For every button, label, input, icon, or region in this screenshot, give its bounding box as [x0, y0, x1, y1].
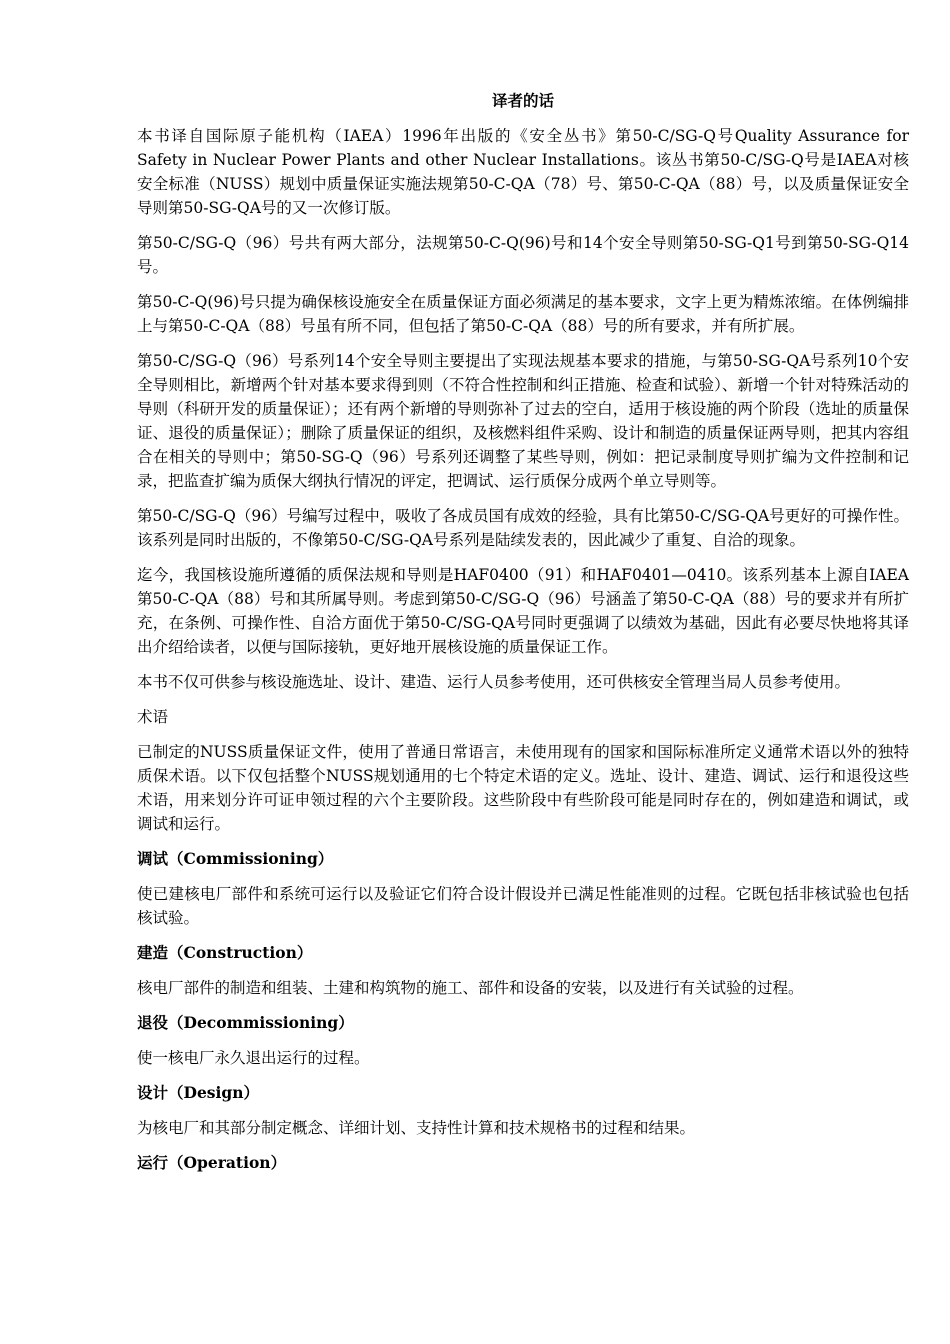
term-definition-commissioning: 使已建核电厂部件和系统可运行以及验证它们符合设计假设并已满足性能准则的过程。它既包括非核试验也包括核试验。 [137, 885, 909, 927]
terms-intro: 已制定的NUSS质量保证文件，使用了普通日常语言，未使用现有的国家和国际标准所定义通常术语以外的独特质保术语。以下仅包括整个NUSS规划通用的七个特定术语的定义。选址、设计、建造、调试、运行和退役这些术语，用来划分许可证申领过程的六个主要阶段。这些阶段中有些阶段可能是同时存在的，例如建造和调试，或调试和运行。 [137, 743, 909, 833]
term-heading-design: 设计（Design） [137, 1083, 260, 1102]
intro-paragraph-5: 第50-C/SG-Q（96）号编写过程中，吸收了各成员国有成效的经验，具有比第50-C/SG-QA号更好的可操作性。该系列是同时出版的，不像第50-C/SG-QA号系列是陆续发表的，因此减少了重复、自洽的现象。 [137, 507, 909, 549]
term-definition-construction: 核电厂部件的制造和组装、土建和构筑物的施工、部件和设备的安装，以及进行有关试验的过程。 [137, 979, 804, 997]
intro-paragraph-3: 第50-C-Q(96)号只提为确保核设施安全在质量保证方面必须满足的基本要求，文字上更为精炼浓缩。在体例编排上与第50-C-QA（88）号虽有所不同，但包括了第50-C-QA（88）号的所有要求，并有所扩展。 [137, 293, 909, 335]
term-heading-operation: 运行（Operation） [137, 1153, 287, 1172]
term-definition-design: 为核电厂和其部分制定概念、详细计划、支持性计算和技术规格书的过程和结果。 [137, 1119, 696, 1137]
term-heading-construction: 建造（Construction） [137, 943, 313, 962]
term-heading-commissioning: 调试（Commissioning） [137, 849, 334, 868]
terms-heading: 术语 [137, 708, 169, 726]
document-page [137, 90, 909, 1186]
intro-paragraph-7: 本书不仅可供参与核设施选址、设计、建造、运行人员参考使用，还可供核安全管理当局人员参考使用。 [137, 673, 851, 691]
intro-paragraph-4: 第50-C/SG-Q（96）号系列14个安全导则主要提出了实现法规基本要求的措施，与第50-SG-QA号系列10个安全导则相比，新增两个针对基本要求得到则（不符合性控制和纠正措施、检查和试验）、新增一个针对特殊活动的导则（科研开发的质量保证）；还有两个新增的导则弥补了过去的空白，适用于核设施的两个阶段（选址的质量保证、退役的质量保证）；删除了质量保证的组织，及核燃料组件采购、设计和制造的质量保证两导则，把其内容组合在相关的导则中；第50-SG-Q（96）号系列还调整了某些导则，例如：把记录制度导则扩编为文件控制和记录，把监查扩编为质保大纲执行情况的评定，把调试、运行质保分成两个单立导则等。 [137, 352, 909, 490]
document-title: 译者的话 [491, 91, 554, 110]
intro-paragraph-2: 第50-C/SG-Q（96）号共有两大部分，法规第50-C-Q(96)号和14个安全导则第50-SG-Q1号到第50-SG-Q14号。 [137, 234, 909, 276]
intro-paragraph-1: 本书译自国际原子能机构（IAEA）1996年出版的《安全丛书》第50-C/SG-Q号Quality Assurance for Safety in Nuclear Power Plants and other Nuclear Installations。该丛书第50-C/SG-Q号是IAEA对核安全标准（NUSS）规划中质量保证实施法规第50-C-QA（78）号、第50-C-QA（88）号，以及质量保证安全导则第50-SG-QA号的又一次修订版。 [137, 127, 909, 217]
intro-paragraph-6: 迄今，我国核设施所遵循的质保法规和导则是HAF0400（91）和HAF0401—0410。该系列基本上源自IAEA第50-C-QA（88）号和其所属导则。考虑到第50-C/SG-Q（96）号涵盖了第50-C-QA（88）号的要求并有所扩充，在条例、可操作性、自洽方面优于第50-C/SG-QA号同时更强调了以绩效为基础，因此有必要尽快地将其译出介绍给读者，以便与国际接轨，更好地开展核设施的质量保证工作。 [137, 566, 909, 656]
term-definition-decommissioning: 使一核电厂永久退出运行的过程。 [137, 1049, 370, 1067]
term-heading-decommissioning: 退役（Decommissioning） [137, 1013, 354, 1032]
